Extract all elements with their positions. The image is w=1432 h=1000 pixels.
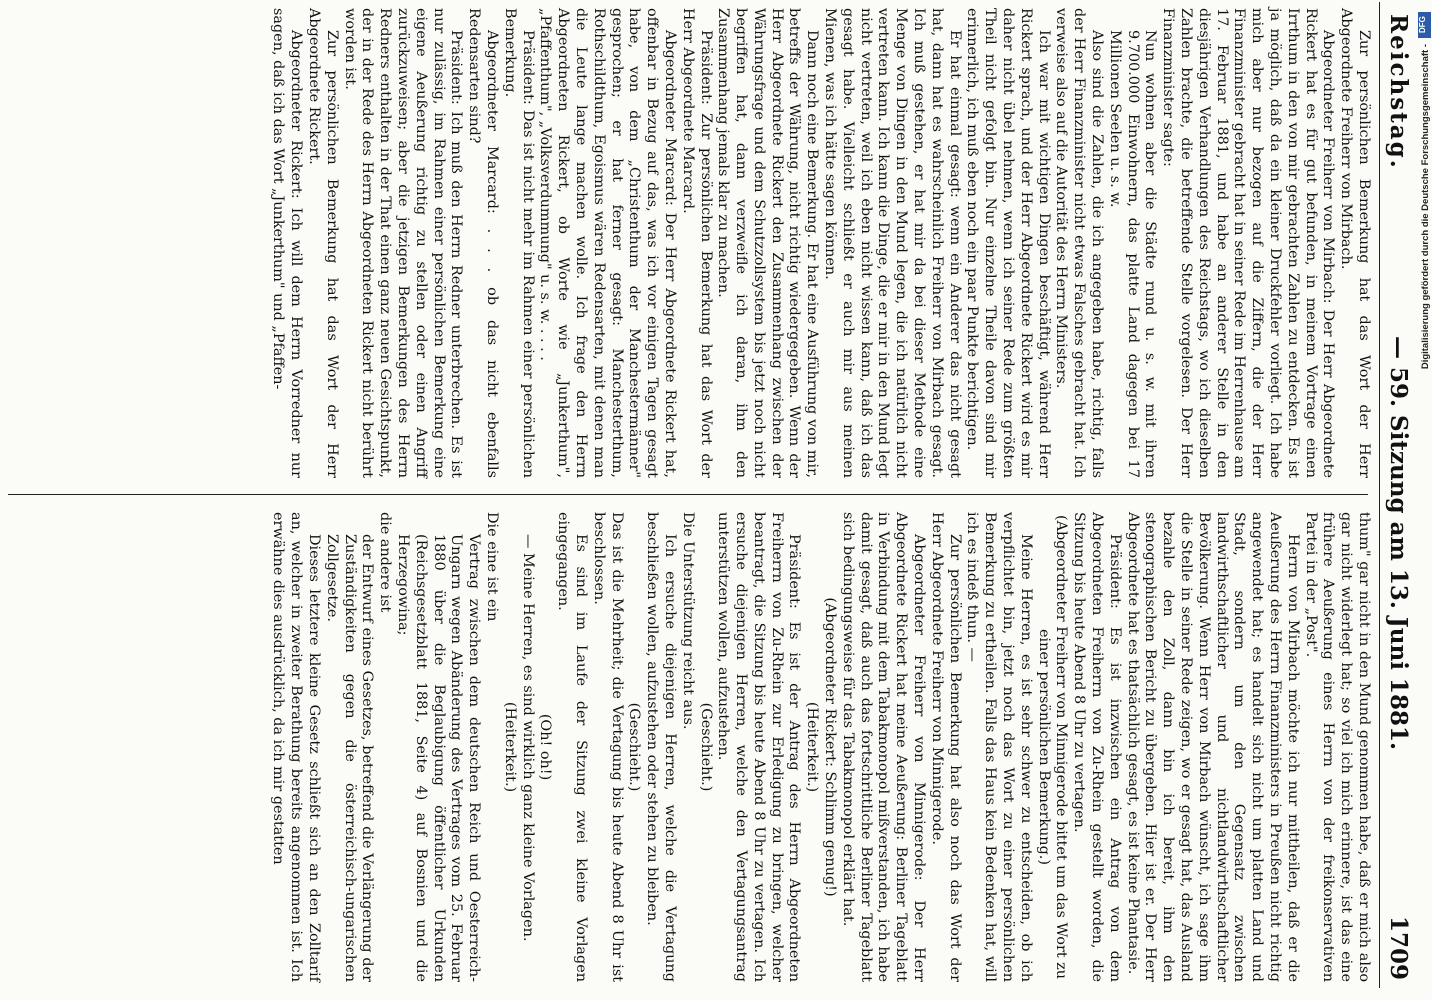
interjection: (Geschieht.) bbox=[697, 702, 714, 792]
quote: Nun wohnen aber die Städte rund u. s. w. mit ihren 9.700.000 Einwohnern, das platte Land dagegen bei 17 Millionen Seelen u. s. w. bbox=[1106, 30, 1159, 478]
header-center: — 59. Sitzung am 13. Juni 1881. bbox=[1385, 336, 1412, 750]
paragraph: Zur persönlichen Bemerkung hat also noch das Wort der Herr Abgeordnete Freiherr von Minnigerode. bbox=[928, 512, 963, 982]
paragraph: (Abgeordneter Freiherr von Minnigerode bittet um das Wort zu einer persönlichen Bemerkung.) bbox=[1035, 514, 1070, 980]
interjection: (Abgeordneter Rickert: Schlimm genug!) bbox=[822, 597, 839, 897]
paragraph: Dann noch eine Bemerkung. Er hat eine Ausführung von mir, betreffs der Währung, nicht richtig wiedergegeben. Wenn der Herr Abgeordnete Rickert den Zusammenhang zwischen der Währungsfrage und dem Schutzzollsystem bis jetzt noch nicht begriffen hat, dann verzweifle ich daran, ihm den Zusammenhang jemals klar zu machen. bbox=[715, 8, 821, 478]
paragraph: Abgeordneter Freiherr von Mirbach: Der Herr Abgeordnete Rickert hat es für gut befunden, in meinem Vortrage einen Irrthum in den von mir gebrachten Zahlen zu entdecken. Es ist ja möglich, daß da ein kleiner Druckfehler vorliegt. Ich habe mich aber nur bezogen auf die Ziffern, die der Herr Finanzminister gebracht hat in seiner Rede im Herrenhause am 17. Februar 1881, und habe an anderer Stelle in den diesjährigen Verhandlungen des Reichstags, wo ich dieselben Zahlen brachte, die betreffende Stelle vorgelesen. Der Herr Finanzminister sagte: bbox=[1160, 8, 1337, 478]
page-number: 1709 bbox=[1385, 915, 1412, 980]
interjection: (Oh! oh!) bbox=[537, 713, 554, 781]
page-header bbox=[1378, 6, 1418, 986]
paragraph: die andere ist bbox=[377, 512, 394, 613]
column-rule bbox=[8, 494, 1368, 495]
header-left: Reichstag. bbox=[1385, 14, 1412, 170]
paragraph: thum" gar nicht in den Mund genommen habe, daß er mich also gar nicht widerlegt hat; so viel ich mich erinnere, ist das eine frühere Aeußerung eines Herrn von der freikonservativen Partei in der „Post". bbox=[1302, 512, 1372, 982]
interjection: (Geschieht.) bbox=[626, 702, 643, 792]
paragraph: Zur persönlichen Bemerkung hat das Wort der Herr Abgeordnete Freiherr von Mirbach. bbox=[1338, 8, 1372, 478]
interjection: (Heiterkeit.) bbox=[501, 701, 518, 793]
paragraph: Meine Herren, es ist sehr schwer zu entscheiden, ob ich verpflichtet bin, jetzt noch das Wort zu einer persönlichen Bemerkung zu ertheilen. Falls das Haus kein Bedenken hat, will ich es indeß thun. — bbox=[964, 512, 1034, 982]
column-right bbox=[269, 512, 1372, 982]
paragraph: Die eine ist ein bbox=[483, 512, 500, 622]
paragraph: Abgeordneter Marcard: . . . ob das nicht ebenfalls Redensarten sind? bbox=[466, 8, 500, 478]
paragraph: Präsident: Das ist nicht mehr im Rahmen einer persönlichen Bemerkung. bbox=[501, 8, 536, 478]
paragraph: Dieses letztere kleine Gesetz schließt sich an den Zolltarif an, welcher in zweiter Berathung bereits angenommen ist. Ich erwähne dies ausdrücklich, da ich mir gestatten bbox=[270, 512, 322, 982]
paragraph: Die Unterstützung reicht aus. bbox=[679, 512, 696, 730]
paragraph: Herrn von Mirbach möchte ich nur mittheilen, daß er die Aeußerung des Herrn Finanzministers in Preußen nicht richtig angewendet hat; es handelt sich nicht um platten Land und Stadt, sondern um den Gegensatz zwischen landwirthschaftlicher und nichtlandwirthschaftlicher Bevölkerung. Wenn Herr von Mirbach wünscht, ich sage ihm die Stelle in seiner Rede zeigen, wo er gesagt hat, das Ausland bezahle den Zoll, dann bin ich bereit, ihm den stenographischen Bericht zu übergeben. Hier ist er. Der Herr Abgeordnete hat es thatsächlich gesagt, es ist keine Phantasie. bbox=[1124, 512, 1301, 982]
paragraph: Abgeordneter Marcard: Der Herr Abgeordnete Rickert hat, offenbar in Bezug auf das, was ich vor einigen Tagen gesagt habe, von dem „Christenthum der Manchestermänner" gesprochen; er hat ferner gesagt: Manchesterthum, Rothschildthum, Egoismus wären Redensarten, mit denen man die Leute lange machen wolle. Ich frage den Herrn Abgeordneten Rickert, ob Worte wie „Junkerthum", „Pfaffenthum", „Volksverdummung" u. s. w. . . . . bbox=[537, 8, 678, 478]
paragraph: Präsident: Es ist inzwischen ein Antrag von dem Abgeordneten Freiherrn von Zu-Rhein gestellt worden, die Sitzung bis heute Abend 8 Uhr zu vertagen. bbox=[1071, 512, 1123, 982]
paragraph: Es sind im Laufe der Sitzung zwei kleine Vorlagen eingegangen. bbox=[555, 512, 589, 982]
interjection: (Heiterkeit.) bbox=[804, 701, 821, 793]
paragraph: Abgeordneter Freiherr von Minnigerode: Der Herr Abgeordnete Rickert hat meine Aeußerung: Berliner Tageblatt in Verbindung mit dem Tabakmonopol mißverstanden, ich habe damit gesagt, daß auch das fortschrittliche Berliner Tageblatt sich bedingungsweise für das Tabakmonopol erklärt hat. bbox=[839, 512, 928, 982]
column-left bbox=[269, 8, 1372, 478]
header-rule bbox=[1379, 2, 1380, 988]
paragraph: Ich ersuche diejenigen Herren, welche die Vertagung beschließen wollen, aufzustehen oder stehen zu bleiben. bbox=[644, 512, 678, 982]
paragraph: Zur persönlichen Bemerkung hat das Wort der Herr Abgeordnete Rickert. bbox=[305, 8, 340, 478]
dfg-funding-note: Digitalisierung gefördert durch die Deutsche Forschungsgemeinschaft - bbox=[1420, 44, 1431, 370]
dfg-logo: DFG bbox=[1418, 12, 1431, 38]
paragraph: Präsident: Ich muß den Herrn Redner unterbrechen. Es ist nur zulässig, im Rahmen einer persönlichen Bemerkung eine eigene Aeußerung richtig zu stellen oder einen Angriff zurückzuweisen; aber die jetzigen Bemerkungen des Herrn Redners enthalten in der That einen ganz neuen Gesichtspunkt, der in der Rede des Herrn Abgeordneten Rickert nicht berührt worden ist. bbox=[341, 8, 465, 478]
paragraph: Präsident: Es ist der Antrag des Herrn Abgeordneten Freiherrn von Zu-Rhein zur Erledigung zu bringen, welcher beantragt, die Sitzung bis heute Abend 8 Uhr zu vertagen. Ich ersuche diejenigen Herren, welche den Vertagungsantrag unterstützen wollen, aufzustehen. bbox=[715, 512, 803, 982]
paragraph: Ich war mit wichtigen Dingen beschäftigt, während Herr Rickert sprach, und der Herr Abgeordnete Rickert wird es mir daher nicht übel nehmen, wenn ich seiner Rede zum größten Theil nicht gefolgt bin. Nur einzelne Theile davon sind mir erinnerlich, ich muß eben noch ein paar Punkte berichtigen. bbox=[964, 8, 1052, 478]
paragraph: Er hat einmal gesagt: wenn ein Anderer das nicht gesagt hat, dann hat es wahrscheinlich Freiherr von Mirbach gesagt. Ich muß gestehen, er hat mir da bei dieser Methode eine Menge von Dingen in den Mund legen, die ich natürlich nicht vertreten kann. Ich kann die Dinge, die er mir in den Mund legt nicht vertreten, weil ich eben nicht wissen kann, daß ich das gesagt habe. Vielleicht schließt er auch mir aus meinen Mienen, was ich hätte sagen können. bbox=[822, 8, 963, 478]
paragraph: Also sind die Zahlen, die ich angegeben habe, richtig, falls der Herr Finanzminister nicht etwas Falsches gebracht hat. Ich verweise also auf die Autorität des Herrn Ministers. bbox=[1053, 8, 1106, 478]
list-item: der Entwurf eines Gesetzes, betreffend die Verlängerung der Zuständigkeiten gegen die österreichisch-ungarischen Zollgesetze. bbox=[323, 534, 376, 982]
paragraph: Abgeordneter Rickert: Ich will dem Herrn Vorredner nur sagen, daß ich das Wort „Junkerthum" und „Pfaffen- bbox=[270, 8, 305, 478]
paragraph: Das ist die Mehrheit; die Vertagung bis heute Abend 8 Uhr ist beschlossen. bbox=[590, 512, 625, 982]
paragraph: — Meine Herren, es sind wirklich ganz kleine Vorlagen. bbox=[519, 534, 536, 942]
paragraph: Präsident: Zur persönlichen Bemerkung hat das Wort der Herr Abgeordnete Marcard. bbox=[679, 8, 714, 478]
list-item: Vertrag zwischen dem deutschen Reich und Oesterreich-Ungarn wegen Abänderung des Vertrages vom 25. Februar 1880 über die Beglaubigung öffentlicher Urkunden (Reichsgesetzblatt 1881, Seite 4) auf Bosnien und die Herzegowina; bbox=[394, 534, 483, 982]
